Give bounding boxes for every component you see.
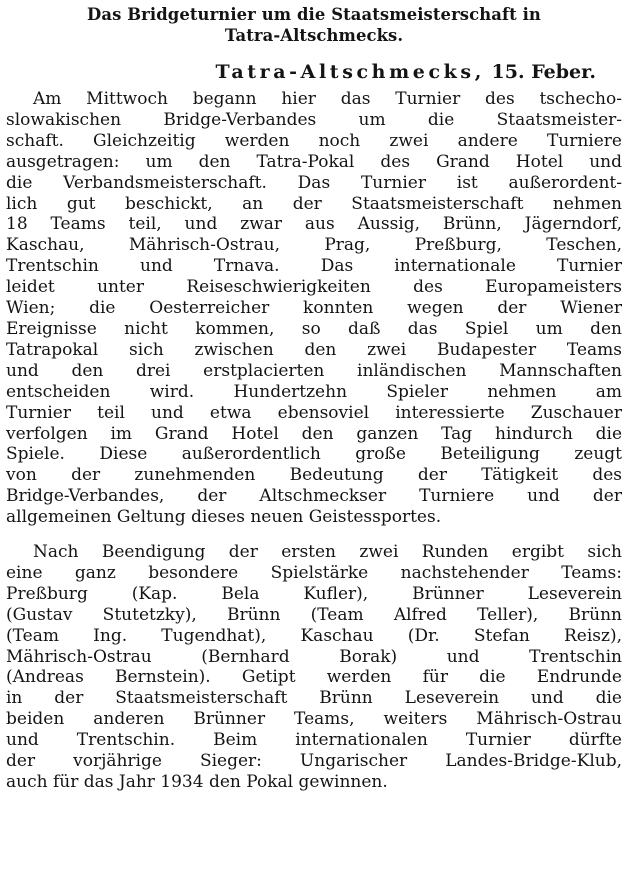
paragraph-line: in der Staatsmeisterschaft Brünn Leseverein und die — [6, 688, 622, 709]
dateline-place: Tatra-Altschmecks, — [215, 61, 485, 83]
paragraph-line: von der zunehmenden Bedeutung der Tätigkeit des — [6, 465, 622, 486]
paragraph-line: (Gustav Stutetzky), Brünn (Team Alfred Teller), Brünn — [6, 604, 622, 625]
paragraph-line: (Andreas Bernstein). Getipt werden für die Endrunde — [6, 667, 622, 688]
paragraph-line: Tatrapokal sich zwischen den zwei Budapester Teams — [6, 339, 622, 360]
article-headline — [6, 4, 622, 46]
paragraph-line: und den drei erstplacierten inländischen Mannschaften — [6, 360, 622, 381]
paragraph-line: schaft. Gleichzeitig werden noch zwei andere Turniere — [6, 130, 622, 151]
paragraph-line: Turnier teil und etwa ebensoviel interessierte Zuschauer — [6, 402, 622, 423]
paragraph-line: (Team Ing. Tugendhat), Kaschau (Dr. Stefan Reisz), — [6, 625, 622, 646]
paragraph-line: beiden anderen Brünner Teams, weiters Mährisch-Ostrau — [6, 709, 622, 730]
dateline-date: 15. Feber. — [491, 61, 596, 83]
paragraph-line: Mährisch-Ostrau (Bernhard Borak) und Trentschin — [6, 646, 622, 667]
paragraph-line: slowakischen Bridge-Verbandes um die Staatsmeister- — [6, 109, 622, 130]
paragraph-line: leidet unter Reiseschwierigkeiten des Europameisters — [6, 277, 622, 298]
paragraph-line: auch für das Jahr 1934 den Pokal gewinnen. — [6, 772, 388, 792]
paragraph-line: Bridge-Verbandes, der Altschmeckser Turniere und der — [6, 486, 622, 507]
paragraph-line: Trentschin und Trnava. Das internationale Turnier — [6, 256, 622, 277]
article-paragraph-2 — [6, 542, 622, 793]
paragraph-line: der vorjährige Sieger: Ungarischer Landes-Bridge-Klub, — [6, 751, 622, 772]
article-dateline — [6, 61, 622, 83]
paragraph-line: eine ganz besondere Spielstärke nachstehender Teams: — [6, 562, 622, 583]
paragraph-line: Spiele. Diese außerordentlich große Beteiligung zeugt — [6, 444, 622, 465]
paragraph-line: Ereignisse nicht kommen, so daß das Spiel um den — [6, 318, 622, 339]
paragraph-line: allgemeinen Geltung dieses neuen Geistessportes. — [6, 507, 442, 528]
paragraph-line: die Verbandsmeisterschaft. Das Turnier ist außerordent- — [6, 172, 622, 193]
paragraph-line: verfolgen im Grand Hotel den ganzen Tag hindurch die — [6, 423, 622, 444]
paragraph-line: ausgetragen: um den Tatra-Pokal des Grand Hotel und — [6, 151, 622, 172]
paragraph-line: 18 Teams teil, und zwar aus Aussig, Brünn, Jägerndorf, — [6, 214, 622, 235]
article-paragraph-1 — [6, 89, 622, 528]
headline-line: Das Bridgeturnier um die Staatsmeisterschaft in — [87, 5, 541, 24]
paragraph-line: Am Mittwoch begann hier das Turnier des tschecho- — [33, 89, 622, 109]
paragraph-line: Kaschau, Mährisch-Ostrau, Prag, Preßburg, Teschen, — [6, 235, 622, 256]
paragraph-line: Nach Beendigung der ersten zwei Runden ergibt sich — [33, 542, 622, 563]
paragraph-line: Preßburg (Kap. Bela Kufler), Brünner Leseverein — [6, 583, 622, 604]
headline-line: Tatra-Altschmecks. — [224, 26, 404, 45]
paragraph-line: und Trentschin. Beim internationalen Turnier dürfte — [6, 730, 622, 751]
paragraph-line: entscheiden wird. Hundertzehn Spieler nehmen am — [6, 381, 622, 402]
paragraph-line: Wien; die Oesterreicher konnten wegen der Wiener — [6, 298, 622, 319]
paragraph-line: lich gut beschickt, an der Staatsmeisterschaft nehmen — [6, 193, 622, 214]
